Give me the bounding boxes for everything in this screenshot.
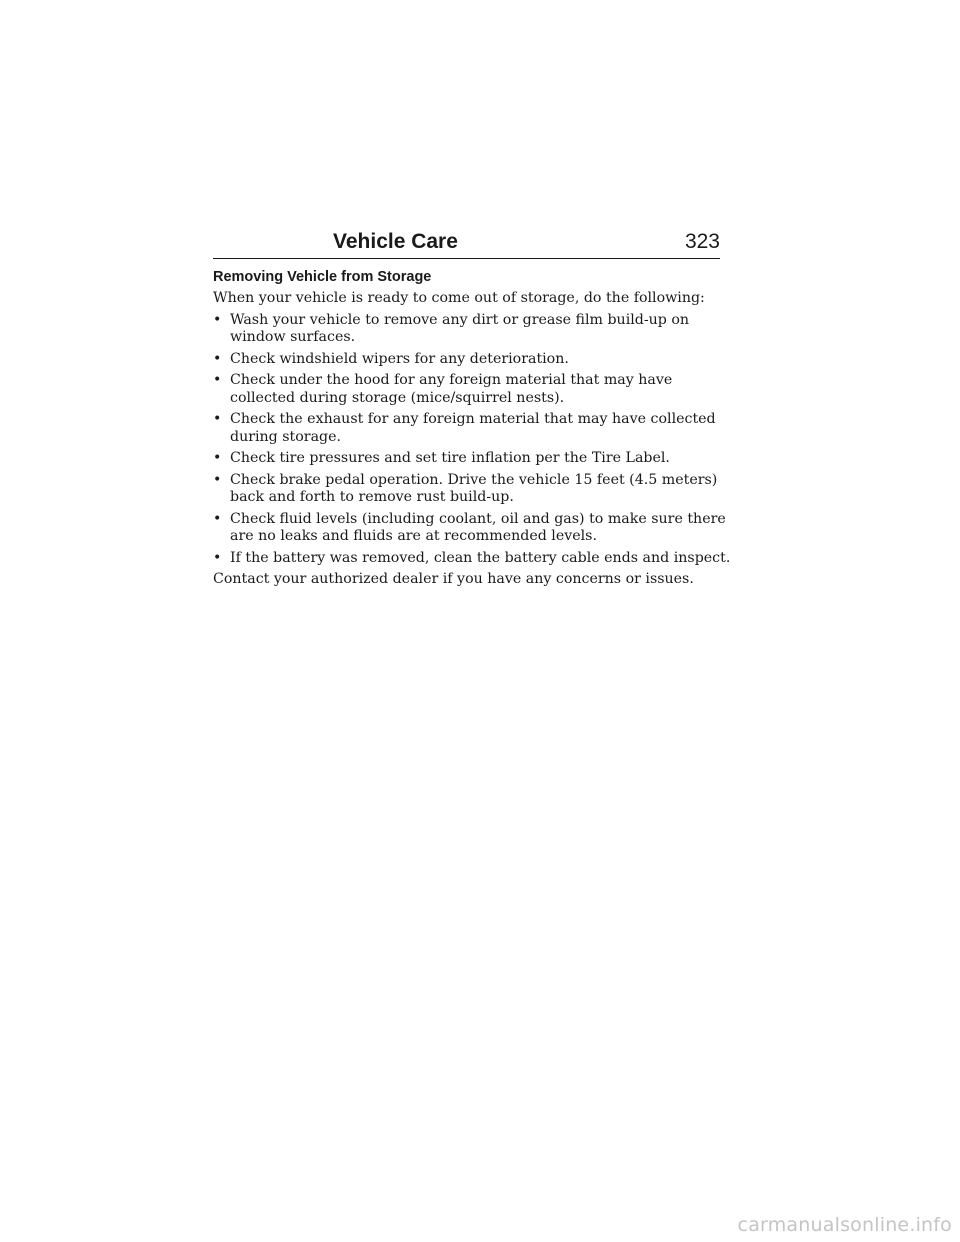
list-item (213, 450, 733, 468)
site-watermark: carmanualsonline.info (737, 1214, 952, 1236)
list-item (213, 312, 733, 347)
list-item-text: Wash your vehicle to remove any dirt or grease film build-up on window surfaces. (230, 311, 690, 345)
list-item (213, 411, 733, 446)
bullet-icon: • (213, 350, 222, 367)
list-item (213, 511, 733, 546)
list-item-text: Check windshield wipers for any deterioration. (230, 350, 569, 367)
bullet-icon: • (213, 311, 222, 328)
list-item (213, 472, 733, 507)
bullet-icon: • (213, 471, 222, 488)
bullet-icon: • (213, 549, 222, 566)
list-item (213, 372, 733, 407)
page-header (213, 226, 720, 259)
section-title: Vehicle Care (333, 230, 458, 253)
list-item-text: Check fluid levels (including coolant, oil and gas) to make sure there are no leaks and fluids are at recommended levels. (230, 510, 726, 544)
list-item-text: Check the exhaust for any foreign material that may have collected during storage. (230, 411, 716, 445)
intro-paragraph: When your vehicle is ready to come out of storage, do the following: (213, 290, 705, 306)
bullet-icon: • (213, 450, 222, 466)
subsection-heading: Removing Vehicle from Storage (213, 269, 432, 285)
list-item-text: Check under the hood for any foreign material that may have collected during storage (mice/squirrel nests). (230, 372, 673, 406)
bullet-icon: • (213, 372, 222, 388)
list-item-text: Check tire pressures and set tire inflation per the Tire Label. (230, 450, 670, 466)
storage-checklist (213, 312, 733, 568)
list-item-text: Check brake pedal operation. Drive the vehicle 15 feet (4.5 meters) back and forth to remove rust build-up. (230, 471, 718, 505)
bullet-icon: • (213, 411, 222, 427)
list-item (213, 351, 733, 369)
page-number: 323 (684, 230, 720, 253)
list-item-text: If the battery was removed, clean the battery cable ends and inspect. (230, 549, 731, 566)
list-item (213, 550, 733, 568)
page-content (213, 268, 733, 589)
bullet-icon: • (213, 510, 222, 527)
closing-paragraph: Contact your authorized dealer if you have any concerns or issues. (213, 571, 694, 587)
